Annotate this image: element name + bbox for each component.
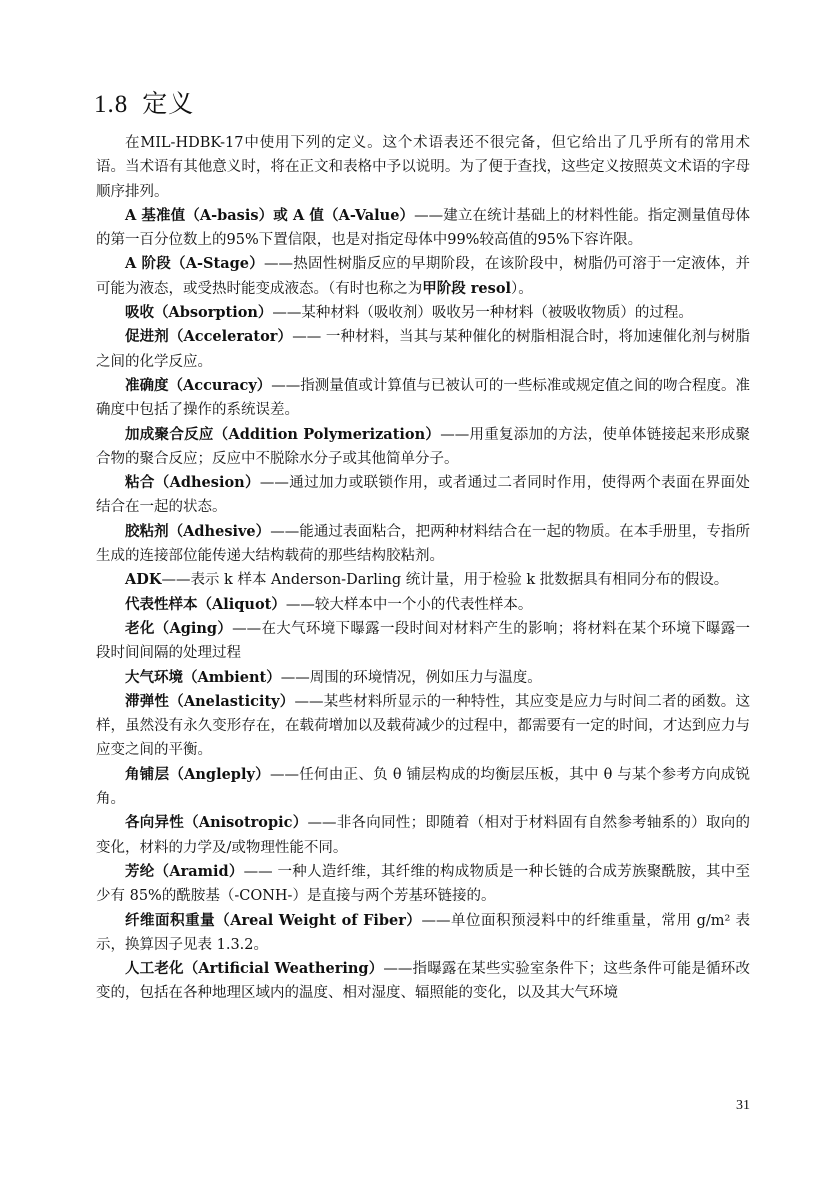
term-label: 大气环境（Ambient）: [125, 668, 281, 686]
definition-text: ——较大样本中一个小的代表性样本。: [285, 596, 533, 613]
definition-aging: [96, 617, 750, 666]
definitions-body: [96, 131, 750, 1006]
definition-text: ——某些材料所显示的一种特性，其应变是应力与时间二者的函数。这样，虽然没有永久变形存在，在载荷增加以及载荷减少的过程中，都需要有一定的时间，才达到应力与应变之间的平衡。: [96, 693, 750, 759]
definition-text: ——某种材料（吸收剂）吸收另一种材料（被吸收物质）的过程。: [272, 305, 693, 322]
term-label: 准确度（Accuracy）: [125, 376, 272, 394]
definition-text: —— 一种人造纤维，其纤维的构成物质是一种长链的合成芳族聚酰胺，其中至少有 85%的酰胺基（-CONH-）是直接与两个芳基环链接的。: [96, 863, 750, 905]
definition-absorption: [96, 301, 750, 325]
definition-text: ——用重复添加的方法，使单体链接起来形成聚合物的聚合反应；反应中不脱除水分子或其他简单分子。: [96, 426, 750, 467]
definition-text: ——通过加力或联锁作用，或者通过二者同时作用，使得两个表面在界面处结合在一起的状态。: [96, 475, 751, 516]
term-label: 老化（Aging）: [125, 619, 233, 637]
definition-text: ——指测量值或计算值与已被认可的一些标准或规定值之间的吻合程度。准确度中包括了操作的系统误差。: [96, 377, 750, 419]
term-label: 各向异性（Anisotropic）: [125, 814, 308, 832]
term-label: 促进剂（Accelerator）: [125, 328, 293, 346]
definition-text: ——能通过表面粘合，把两种材料结合在一起的物质。在本手册里，专指所生成的连接部位能传递大结构载荷的那些结构胶粘剂。: [96, 523, 751, 565]
inline-term: 甲阶段 resol: [422, 279, 512, 297]
definition-addition-polymerization: [96, 423, 750, 472]
term-label: 芳纶（Aramid）: [125, 862, 244, 880]
section-title: 定义: [142, 89, 195, 118]
term-label: 滞弹性（Anelasticity）: [125, 692, 295, 710]
definition-text: ——任何由正、负 θ 铺层构成的均衡层压板，其中 θ 与某个参考方向成锐角。: [96, 766, 750, 808]
term-label: 加成聚合反应（Addition Polymerization）: [125, 425, 441, 443]
definition-adhesive: [96, 520, 750, 569]
definition-anelasticity: [96, 690, 750, 763]
term-label: ADK: [125, 571, 162, 589]
page-number: 31: [736, 1098, 750, 1113]
definition-text: ——表示 k 样本 Anderson-Darling 统计量，用于检验 k 批数据具有相同分布的假设。: [161, 572, 729, 589]
definition-aliquot: [96, 593, 750, 617]
definition-text: ——指曝露在某些实验室条件下；这些条件可能是循环改变的，包括在各种地理区域内的温度、相对湿度、辐照能的变化，以及其大气环境: [96, 961, 750, 1002]
definition-anisotropic: [96, 811, 750, 860]
definition-a-basis: [96, 204, 750, 253]
term-label: 人工老化（Artificial Weathering）: [125, 960, 384, 978]
definition-accuracy: [96, 374, 750, 423]
definition-text: ——在大气环境下曝露一段时间对材料产生的影响；将材料在某个环境下曝露一段时间间隔的处理过程: [96, 620, 751, 662]
definition-text-end: ）。: [511, 280, 533, 297]
definition-angleply: [96, 763, 750, 812]
definition-text: —— 一种材料，当其与某种催化的树脂相混合时，将加速催化剂与树脂之间的化学反应。: [96, 329, 750, 370]
term-label: 粘合（Adhesion）: [125, 474, 260, 492]
term-label: A 基准值（A-basis）或 A 值（A-Value）: [125, 206, 415, 224]
intro-paragraph: 在MIL-HDBK-17中使用下列的定义。这个术语表还不很完备，但它给出了几乎所有的常用术语。当术语有其他意义时，将在正文和表格中予以说明。为了便于查找，这些定义按照英文术语的字母顺序排列。: [96, 135, 750, 200]
definition-artificial-weathering: [96, 957, 750, 1006]
definition-aramid: [96, 860, 750, 909]
term-label: A 阶段（A-Stage）: [125, 255, 264, 273]
definition-text: ——热固性树脂反应的早期阶段，在该阶段中，树脂仍可溶于一定液体，并可能为液态，或受热时能变成液态。（有时也称之为: [96, 256, 751, 297]
term-label: 角铺层（Angleply）: [125, 765, 270, 783]
section-heading: [94, 84, 194, 120]
definition-ambient: [96, 666, 750, 690]
definition-adk: [96, 568, 750, 592]
section-number: 1.8: [94, 91, 129, 118]
definition-accelerator: [96, 325, 750, 374]
term-label: 吸收（Absorption）: [125, 304, 273, 322]
definition-areal-weight: [96, 909, 750, 958]
definition-a-stage: [96, 252, 750, 301]
definition-adhesion: [96, 471, 750, 520]
definition-text: ——建立在统计基础上的材料性能。指定测量值母体的第一百分位数上的95%下置信限，也是对指定母体中99%较高值的95%下容许限。: [96, 207, 750, 249]
term-label: 纤维面积重量（Areal Weight of Fiber）: [125, 911, 422, 929]
definition-text: ——周围的环境情况，例如压力与温度。: [280, 669, 542, 686]
term-label: 胶粘剂（Adhesive）: [125, 522, 271, 540]
definition-text: ——单位面积预浸料中的纤维重量，常用 g/m² 表示，换算因子见表 1.3.2。: [96, 912, 750, 953]
definition-text: ——非各向同性；即随着（相对于材料固有自然参考轴系的）取向的变化，材料的力学及/或物理性能不同。: [96, 815, 750, 856]
term-label: 代表性样本（Aliquot）: [125, 595, 286, 613]
